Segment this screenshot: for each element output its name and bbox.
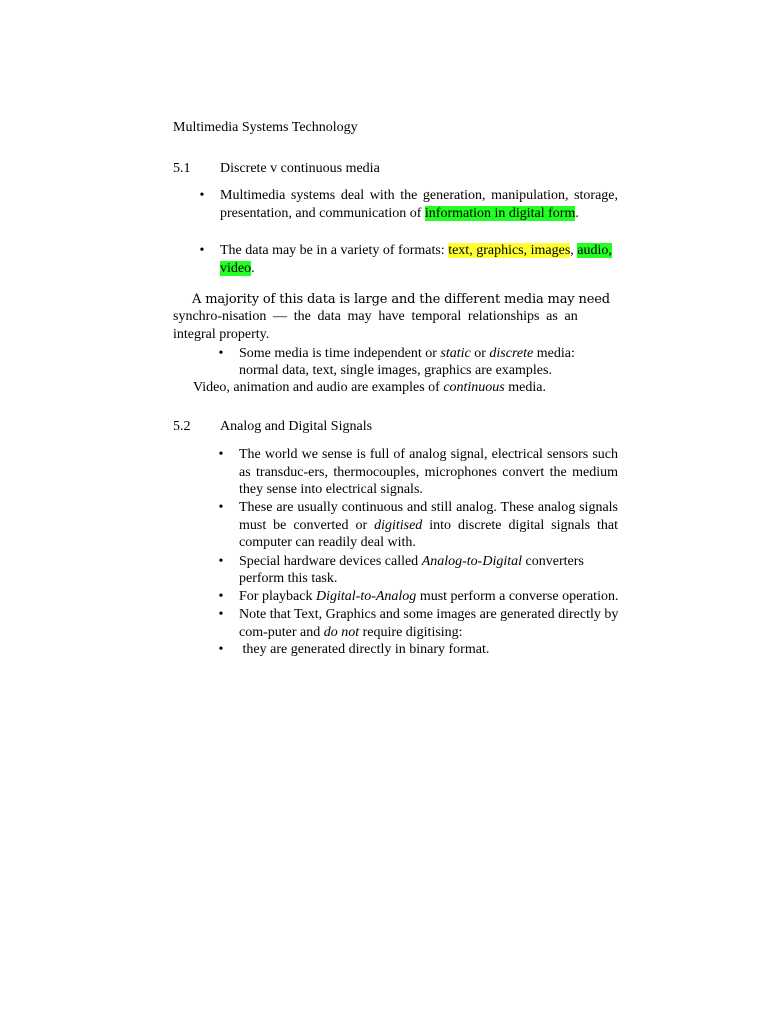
bullet-marker: • (218, 447, 224, 462)
continuous-media-line: Video, animation and audio are examples of continuous media. (193, 380, 546, 395)
section-number: 5.2 (173, 419, 191, 434)
section-title: Discrete v continuous media (220, 161, 380, 176)
section-5-1-heading (173, 160, 191, 178)
bullet-marker: • (218, 554, 224, 569)
bullet-marker: • (199, 243, 205, 258)
bullet-marker: • (199, 188, 205, 203)
bullet-marker: • (218, 642, 224, 657)
list-item-text: they are generated directly in binary format. (239, 642, 490, 657)
bullet-marker: • (218, 607, 224, 622)
list-item-text: The world we sense is full of analog signal, electrical sensors such as transduc-ers, thermocouples, microphones convert the medium they sense into electrical signals. (239, 447, 618, 497)
bullet-marker: • (218, 346, 224, 361)
paragraph-line: A majority of this data is large and the different media may need (192, 292, 610, 307)
list-item-text: Note that Text, Graphics and some images are generated directly by (239, 607, 619, 622)
paragraph-line: synchro-nisation — the data may have temporal relationships as an (173, 309, 578, 324)
list-item-text: These are usually continuous and still analog. These analog signals must be converted or digitised into discrete digital signals that computer can readily deal with. (239, 500, 619, 550)
list-item-text: Multimedia systems deal with the generation, manipulation, storage, presentation, and communication of information in digital form. (220, 188, 618, 221)
bullet-marker: • (218, 500, 224, 515)
list-item-text-line2: normal data, text, single images, graphics are examples. (239, 363, 552, 378)
section-title: Analog and Digital Signals (220, 419, 373, 434)
list-item-text: The data may be in a variety of formats: text, graphics, images, audio, video. (220, 243, 612, 276)
list-item-text: Special hardware devices called Analog-to-Digital converters (239, 554, 584, 569)
paragraph-line: integral property. (173, 327, 270, 342)
highlight-green: information in digital form (424, 205, 576, 221)
bullet-marker: • (218, 589, 224, 604)
list-item-text-line2: com-puter and do not require digitising: (239, 625, 463, 640)
section-number: 5.1 (173, 161, 191, 176)
list-item-text: For playback Digital-to-Analog must perform a converse operation. (239, 589, 619, 604)
highlight-green: audio, video (220, 243, 612, 276)
highlight-yellow: text, graphics, images (448, 243, 571, 258)
section-5-2-heading (173, 418, 191, 436)
list-item-text: Some media is time independent or static or discrete media: (239, 346, 575, 361)
list-item-text-line2: perform this task. (239, 571, 338, 586)
document-title: Multimedia Systems Technology (173, 120, 358, 135)
